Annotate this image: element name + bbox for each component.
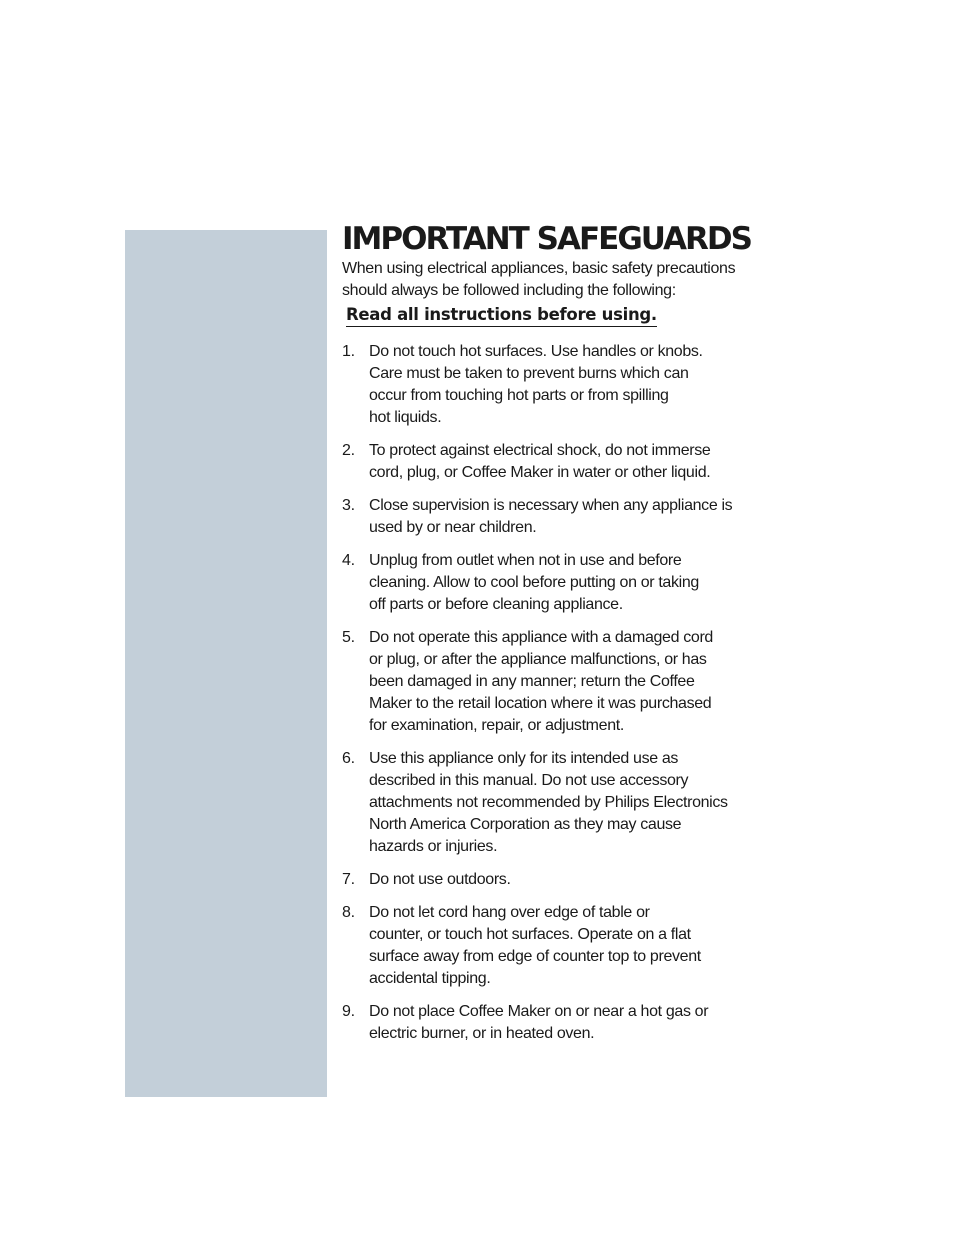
list-item <box>342 627 752 737</box>
item-text: Do not operate this appliance with a damaged cord or plug, or after the appliance malfunctions, or has been damaged in any manner; return the Coffee Maker to the retail location where it was purchased for examination, repair, or adjustment. <box>369 629 713 734</box>
item-number: 5. <box>342 629 355 646</box>
list-item <box>342 341 752 429</box>
list-item <box>342 495 752 539</box>
item-text: To protect against electrical shock, do not immerse cord, plug, or Coffee Maker in water or other liquid. <box>369 442 711 481</box>
list-item <box>342 869 752 891</box>
item-number: 4. <box>342 552 355 569</box>
item-text: Use this appliance only for its intended use as described in this manual. Do not use accessory attachments not recommended by Philips Electronics North America Corporation as they may cause hazards or injuries. <box>369 750 728 855</box>
intro-text: When using electrical appliances, basic safety precautions should always be followed including the following: <box>342 260 736 299</box>
item-number: 6. <box>342 750 355 767</box>
page-title: IMPORTANT SAFEGUARDS <box>342 221 751 257</box>
item-number: 2. <box>342 442 355 459</box>
item-number: 7. <box>342 871 355 888</box>
list-item <box>342 1001 752 1045</box>
item-number: 9. <box>342 1003 355 1020</box>
item-number: 8. <box>342 904 355 921</box>
safeguards-list <box>342 341 752 1045</box>
list-item <box>342 440 752 484</box>
item-text: Do not use outdoors. <box>369 871 511 888</box>
item-text: Do not let cord hang over edge of table or counter, or touch hot surfaces. Operate on a flat surface away from edge of counter top to prevent accidental tipping. <box>369 904 701 987</box>
item-text: Do not touch hot surfaces. Use handles or knobs. Care must be taken to prevent burns which can occur from touching hot parts or from spilling hot liquids. <box>369 343 703 426</box>
list-item <box>342 550 752 616</box>
read-instructions-notice: Read all instructions before using. <box>346 304 657 327</box>
side-panel <box>125 230 327 1097</box>
item-text: Unplug from outlet when not in use and before cleaning. Allow to cool before putting on or taking off parts or before cleaning appliance. <box>369 552 699 613</box>
safeguards-section <box>342 220 752 1056</box>
item-number: 1. <box>342 343 355 360</box>
item-number: 3. <box>342 497 355 514</box>
list-item <box>342 902 752 990</box>
item-text: Do not place Coffee Maker on or near a hot gas or electric burner, or in heated oven. <box>369 1003 709 1042</box>
list-item <box>342 748 752 858</box>
item-text: Close supervision is necessary when any appliance is used by or near children. <box>369 497 733 536</box>
